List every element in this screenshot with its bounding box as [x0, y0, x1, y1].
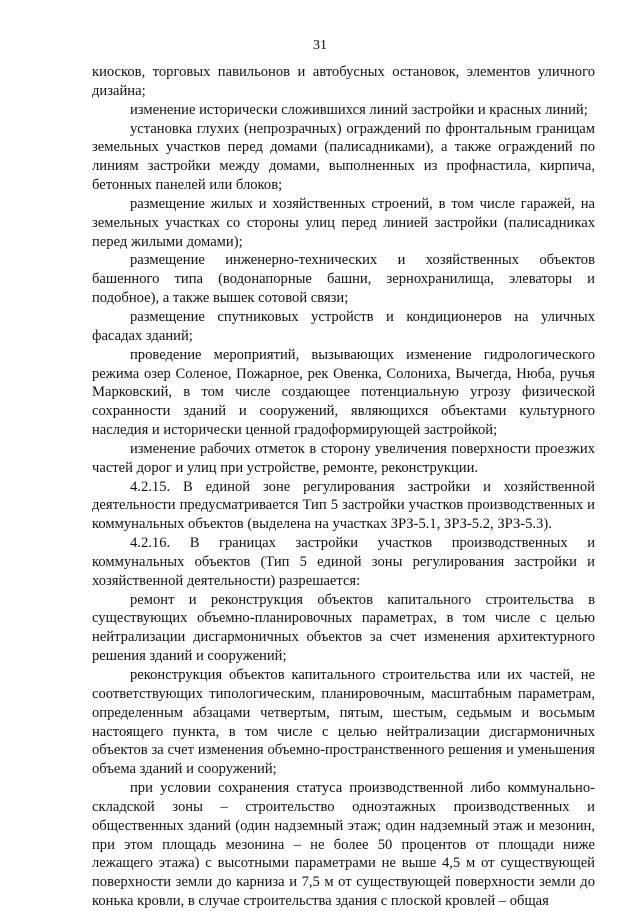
paragraph-prohibition-road-level: изменение рабочих отметок в сторону увеличения поверхности проезжих частей дорог и улиц при устройстве, ремонте, реконструкции. [92, 440, 595, 476]
paragraph-permitted-reconstruction: реконструкция объектов капитального строительства или их частей, не соответствующих типологическим, планировочным, масштабным параметрам, определенным абзацами четвертым, пятым, шестым, седьмым и восьмым настоящего пункта, в том числе с целью нейтрализации дисгармоничных объектов за счет изменения объемно-пространственного решения и уменьшения объема зданий и сооружений; [92, 667, 595, 778]
paragraph-permitted-repair: ремонт и реконструкция объектов капитального строительства в существующих объемно-планировочных параметрах, в том числе с целью нейтрализации дисгармоничных объектов за счет изменения архитектурного решения зданий и сооружений; [92, 591, 595, 665]
paragraph-continuation: киосков, торговых павильонов и автобусных остановок, элементов уличного дизайна; [92, 64, 595, 99]
paragraph-prohibition-red-lines: изменение исторически сложившихся линий застройки и красных линий; [130, 101, 588, 118]
paragraph-permitted-construction: при условии сохранения статуса производственной либо коммунально-складской зоны – строительство одноэтажных производственных и общественных зданий (один надземный этаж; один надземный этаж и мезонин, при этом площадь мезонина – не более 50 процентов от площади ниже лежащего этажа) с высотными параметрами не выше 4,5 м от существующей поверхности земли до карниза и 7,5 м от существующей поверхности земли до конька кровли, в случае строительства здания с плоской кровлей – общая [92, 780, 595, 910]
paragraph-prohibition-hydrology: проведение мероприятий, вызывающих изменение гидрологического режима озер Соленое, Пожарное, рек Овенка, Солониха, Вычегда, Нюба, ручья Марковский, в том числе создающее потенциальную угрозу физической сохранности зданий и сооружений, являющихся объектами культурного наследия и исторически ценной градоформирующей застройкой; [92, 346, 595, 439]
paragraph-prohibition-towers: размещение инженерно-технических и хозяйственных объектов башенного типа (водонапорные башни, зернохранилища, элеваторы и подобное), а также вышек сотовой связи; [92, 252, 595, 307]
paragraph-clause-4-2-15: 4.2.15. В единой зоне регулирования застройки и хозяйственной деятельности предусматривается Тип 5 застройки участков производственных и коммунальных объектов (выделена на участках ЗРЗ-5.1, ЗРЗ-5.2, ЗРЗ-5.3). [92, 478, 595, 533]
paragraph-prohibition-buildings: размещение жилых и хозяйственных строений, в том числе гаражей, на земельных участках со стороны улиц перед линией застройки (палисадниках перед жилыми домами); [92, 195, 595, 250]
page-number: 31 [313, 38, 327, 53]
document-body [92, 63, 595, 911]
paragraph-prohibition-fences: установка глухих (непрозрачных) ограждений по фронтальным границам земельных участков перед домами (палисадниками), а также ограждений по линиям застройки между домами, выполненных из профнастила, кирпича, бетонных панелей или блоков; [92, 120, 595, 194]
paragraph-prohibition-satellite: размещение спутниковых устройств и кондиционеров на уличных фасадах зданий; [92, 308, 595, 344]
paragraph-clause-4-2-16: 4.2.16. В границах застройки участков производственных и коммунальных объектов (Тип 5 единой зоны регулирования застройки и хозяйственной деятельности) разрешается: [92, 535, 595, 589]
